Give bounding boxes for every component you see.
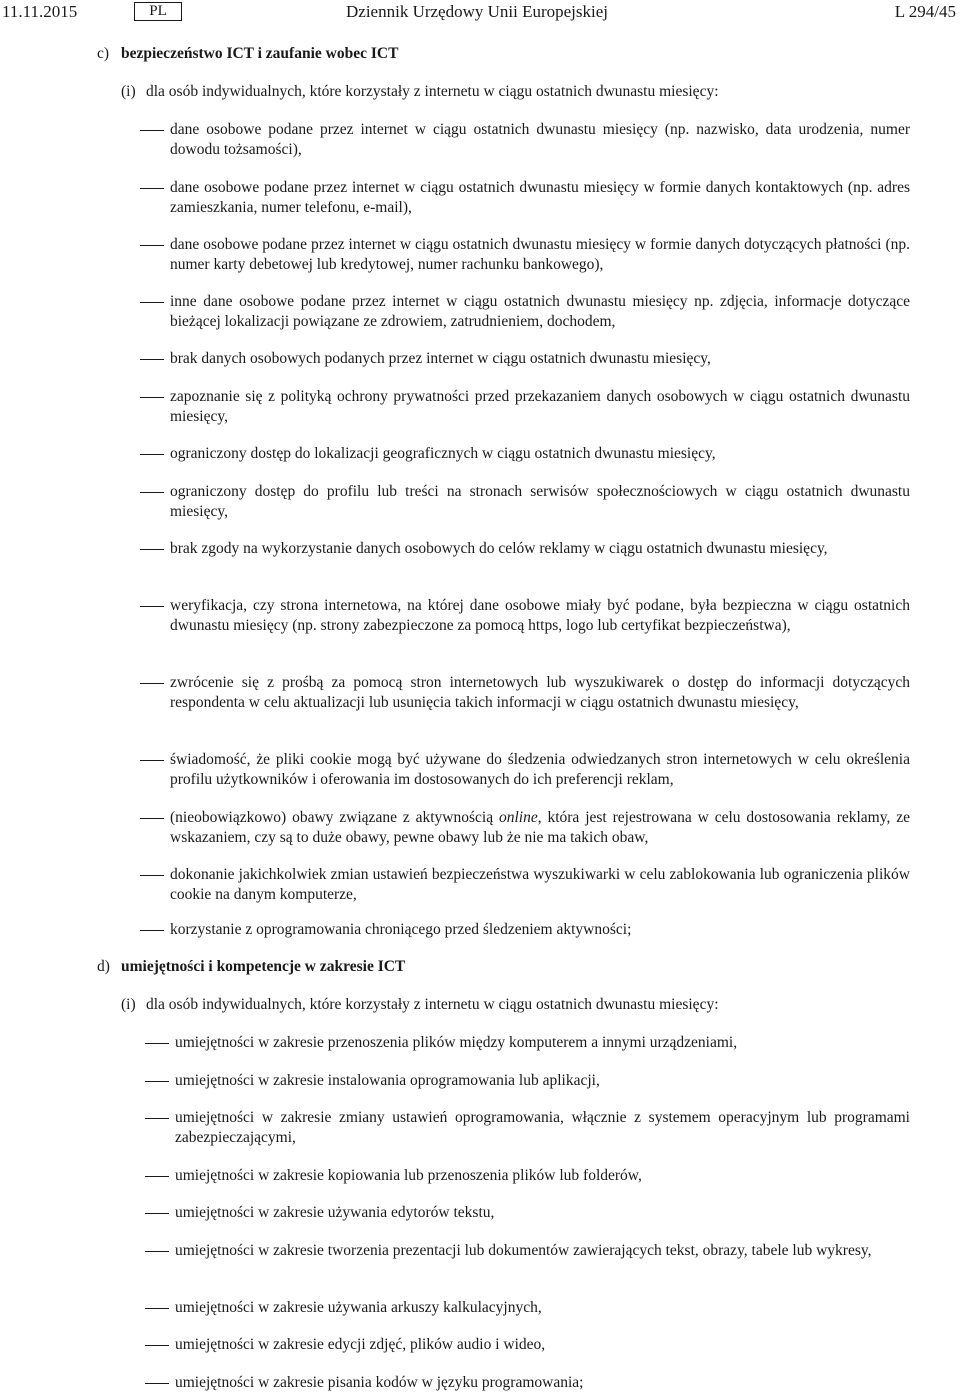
em-dash-bullet bbox=[140, 492, 164, 493]
em-dash-bullet bbox=[140, 606, 164, 607]
em-dash-bullet bbox=[140, 930, 164, 931]
em-dash-bullet bbox=[140, 397, 164, 398]
list-item: dokonanie jakichkolwiek zmian ustawień bezpieczeństwa wyszukiwarki w celu zablokowania lub ograniczenia plików cookie na danym komputerze, bbox=[170, 866, 910, 903]
em-dash-bullet bbox=[140, 188, 164, 189]
list-item: świadomość, że pliki cookie mogą być używane do śledzenia odwiedzanych stron internetowych w celu określenia profilu użytkowników i oferowania im dostosowanych do ich preferencji reklam, bbox=[170, 751, 910, 788]
em-dash-bullet bbox=[145, 1383, 169, 1384]
list-item: korzystanie z oprogramowania chroniącego przed śledzeniem aktywności; bbox=[170, 921, 632, 938]
section-c-title: bezpieczeństwo ICT i zaufanie wobec ICT bbox=[121, 45, 399, 62]
page-header bbox=[0, 0, 960, 24]
list-item: inne dane osobowe podane przez internet w ciągu ostatnich dwunastu miesięcy np. zdjęcia, informacje dotyczące bieżącej lokalizacji powiązane ze zdrowiem, zatrudnieniem, dochodem, bbox=[170, 293, 910, 330]
list-item: weryfikacja, czy strona internetowa, na której dane osobowe miały być podane, była bezpieczna w ciągu ostatnich dwunastu miesięcy (np. strony zabezpieczone za pomocą https, logo lub certyfikat bezpieczeństwa), bbox=[170, 597, 910, 634]
list-item: umiejętności w zakresie kopiowania lub przenoszenia plików lub folderów, bbox=[175, 1167, 642, 1184]
em-dash-bullet bbox=[140, 130, 164, 131]
em-dash-bullet bbox=[140, 549, 164, 550]
em-dash-bullet bbox=[140, 875, 164, 876]
section-d-title: umiejętności i kompetencje w zakresie ICT bbox=[121, 958, 406, 975]
em-dash-bullet bbox=[145, 1345, 169, 1346]
em-dash-bullet bbox=[140, 454, 164, 455]
list-item: umiejętności w zakresie zmiany ustawień oprogramowania, włącznie z systemem operacyjnym lub programami zabezpieczającymi, bbox=[175, 1109, 910, 1146]
em-dash-bullet bbox=[140, 683, 164, 684]
em-dash-bullet bbox=[140, 359, 164, 360]
page-number: L 294/45 bbox=[894, 2, 956, 21]
list-item: brak zgody na wykorzystanie danych osobowych do celów reklamy w ciągu ostatnich dwunastu miesięcy, bbox=[170, 540, 828, 557]
list-item: umiejętności w zakresie tworzenia prezentacji lub dokumentów zawierających tekst, obrazy, tabele lub wykresy, bbox=[175, 1242, 872, 1259]
em-dash-bullet bbox=[145, 1176, 169, 1177]
em-dash-bullet bbox=[145, 1043, 169, 1044]
list-item: zwrócenie się z prośbą za pomocą stron internetowych lub wyszukiwarek o dostęp do informacji dotyczących respondenta w celu aktualizacji lub usunięcia takich informacji w ciągu ostatnich dwunastu miesięcy, bbox=[170, 674, 910, 711]
list-item: ograniczony dostęp do profilu lub treści na stronach serwisów społecznościowych w ciągu ostatnich dwunastu miesięcy, bbox=[170, 483, 910, 520]
list-item: (nieobowiązkowo) obawy związane z aktywnością online, która jest rejestrowana w celu dostosowania reklamy, ze wskazaniem, czy są to duże obawy, pewne obawy lub że nie ma takich obaw, bbox=[170, 809, 910, 846]
em-dash-bullet bbox=[140, 760, 164, 761]
list-item: dane osobowe podane przez internet w ciągu ostatnich dwunastu miesięcy (np. nazwisko, data urodzenia, numer dowodu tożsamości), bbox=[170, 121, 910, 158]
em-dash-bullet bbox=[140, 302, 164, 303]
section-d-sub-label: (i) bbox=[121, 996, 136, 1013]
section-d-sub-text: dla osób indywidualnych, które korzystały z internetu w ciągu ostatnich dwunastu miesięcy: bbox=[146, 996, 719, 1013]
section-c-sub-label: (i) bbox=[121, 83, 136, 100]
publication-date: 11.11.2015 bbox=[2, 2, 78, 21]
list-item: umiejętności w zakresie używania edytorów tekstu, bbox=[175, 1204, 495, 1221]
em-dash-bullet bbox=[145, 1118, 169, 1119]
em-dash-bullet bbox=[145, 1213, 169, 1214]
em-dash-bullet bbox=[140, 245, 164, 246]
section-c-label: c) bbox=[97, 45, 110, 62]
list-item: umiejętności w zakresie edycji zdjęć, plików audio i wideo, bbox=[175, 1336, 546, 1353]
list-item: umiejętności w zakresie używania arkuszy kalkulacyjnych, bbox=[175, 1299, 542, 1316]
list-item: ograniczony dostęp do lokalizacji geograficznych w ciągu ostatnich dwunastu miesięcy, bbox=[170, 445, 716, 462]
language-badge: PL bbox=[134, 2, 182, 21]
list-item: brak danych osobowych podanych przez internet w ciągu ostatnich dwunastu miesięcy, bbox=[170, 350, 711, 367]
list-item: dane osobowe podane przez internet w ciągu ostatnich dwunastu miesięcy w formie danych kontaktowych (np. adres zamieszkania, numer telefonu, e-mail), bbox=[170, 179, 910, 216]
em-dash-bullet bbox=[145, 1251, 169, 1252]
em-dash-bullet bbox=[140, 818, 164, 819]
list-item: zapoznanie się z polityką ochrony prywatności przed przekazaniem danych osobowych w ciągu ostatnich dwunastu miesięcy, bbox=[170, 388, 910, 425]
section-d-label: d) bbox=[97, 958, 110, 975]
em-dash-bullet bbox=[145, 1081, 169, 1082]
em-dash-bullet bbox=[145, 1308, 169, 1309]
list-item: dane osobowe podane przez internet w ciągu ostatnich dwunastu miesięcy w formie danych dotyczących płatności (np. numer karty debetowej lub kredytowej, numer rachunku bankowego), bbox=[170, 236, 910, 273]
list-item: umiejętności w zakresie instalowania oprogramowania lub aplikacji, bbox=[175, 1072, 600, 1089]
journal-title: Dziennik Urzędowy Unii Europejskiej bbox=[346, 2, 609, 21]
section-c-sub-text: dla osób indywidualnych, które korzystały z internetu w ciągu ostatnich dwunastu miesięcy: bbox=[146, 83, 719, 100]
list-item: umiejętności w zakresie pisania kodów w języku programowania; bbox=[175, 1374, 584, 1391]
list-item: umiejętności w zakresie przenoszenia plików między komputerem a innymi urządzeniami, bbox=[175, 1034, 738, 1051]
